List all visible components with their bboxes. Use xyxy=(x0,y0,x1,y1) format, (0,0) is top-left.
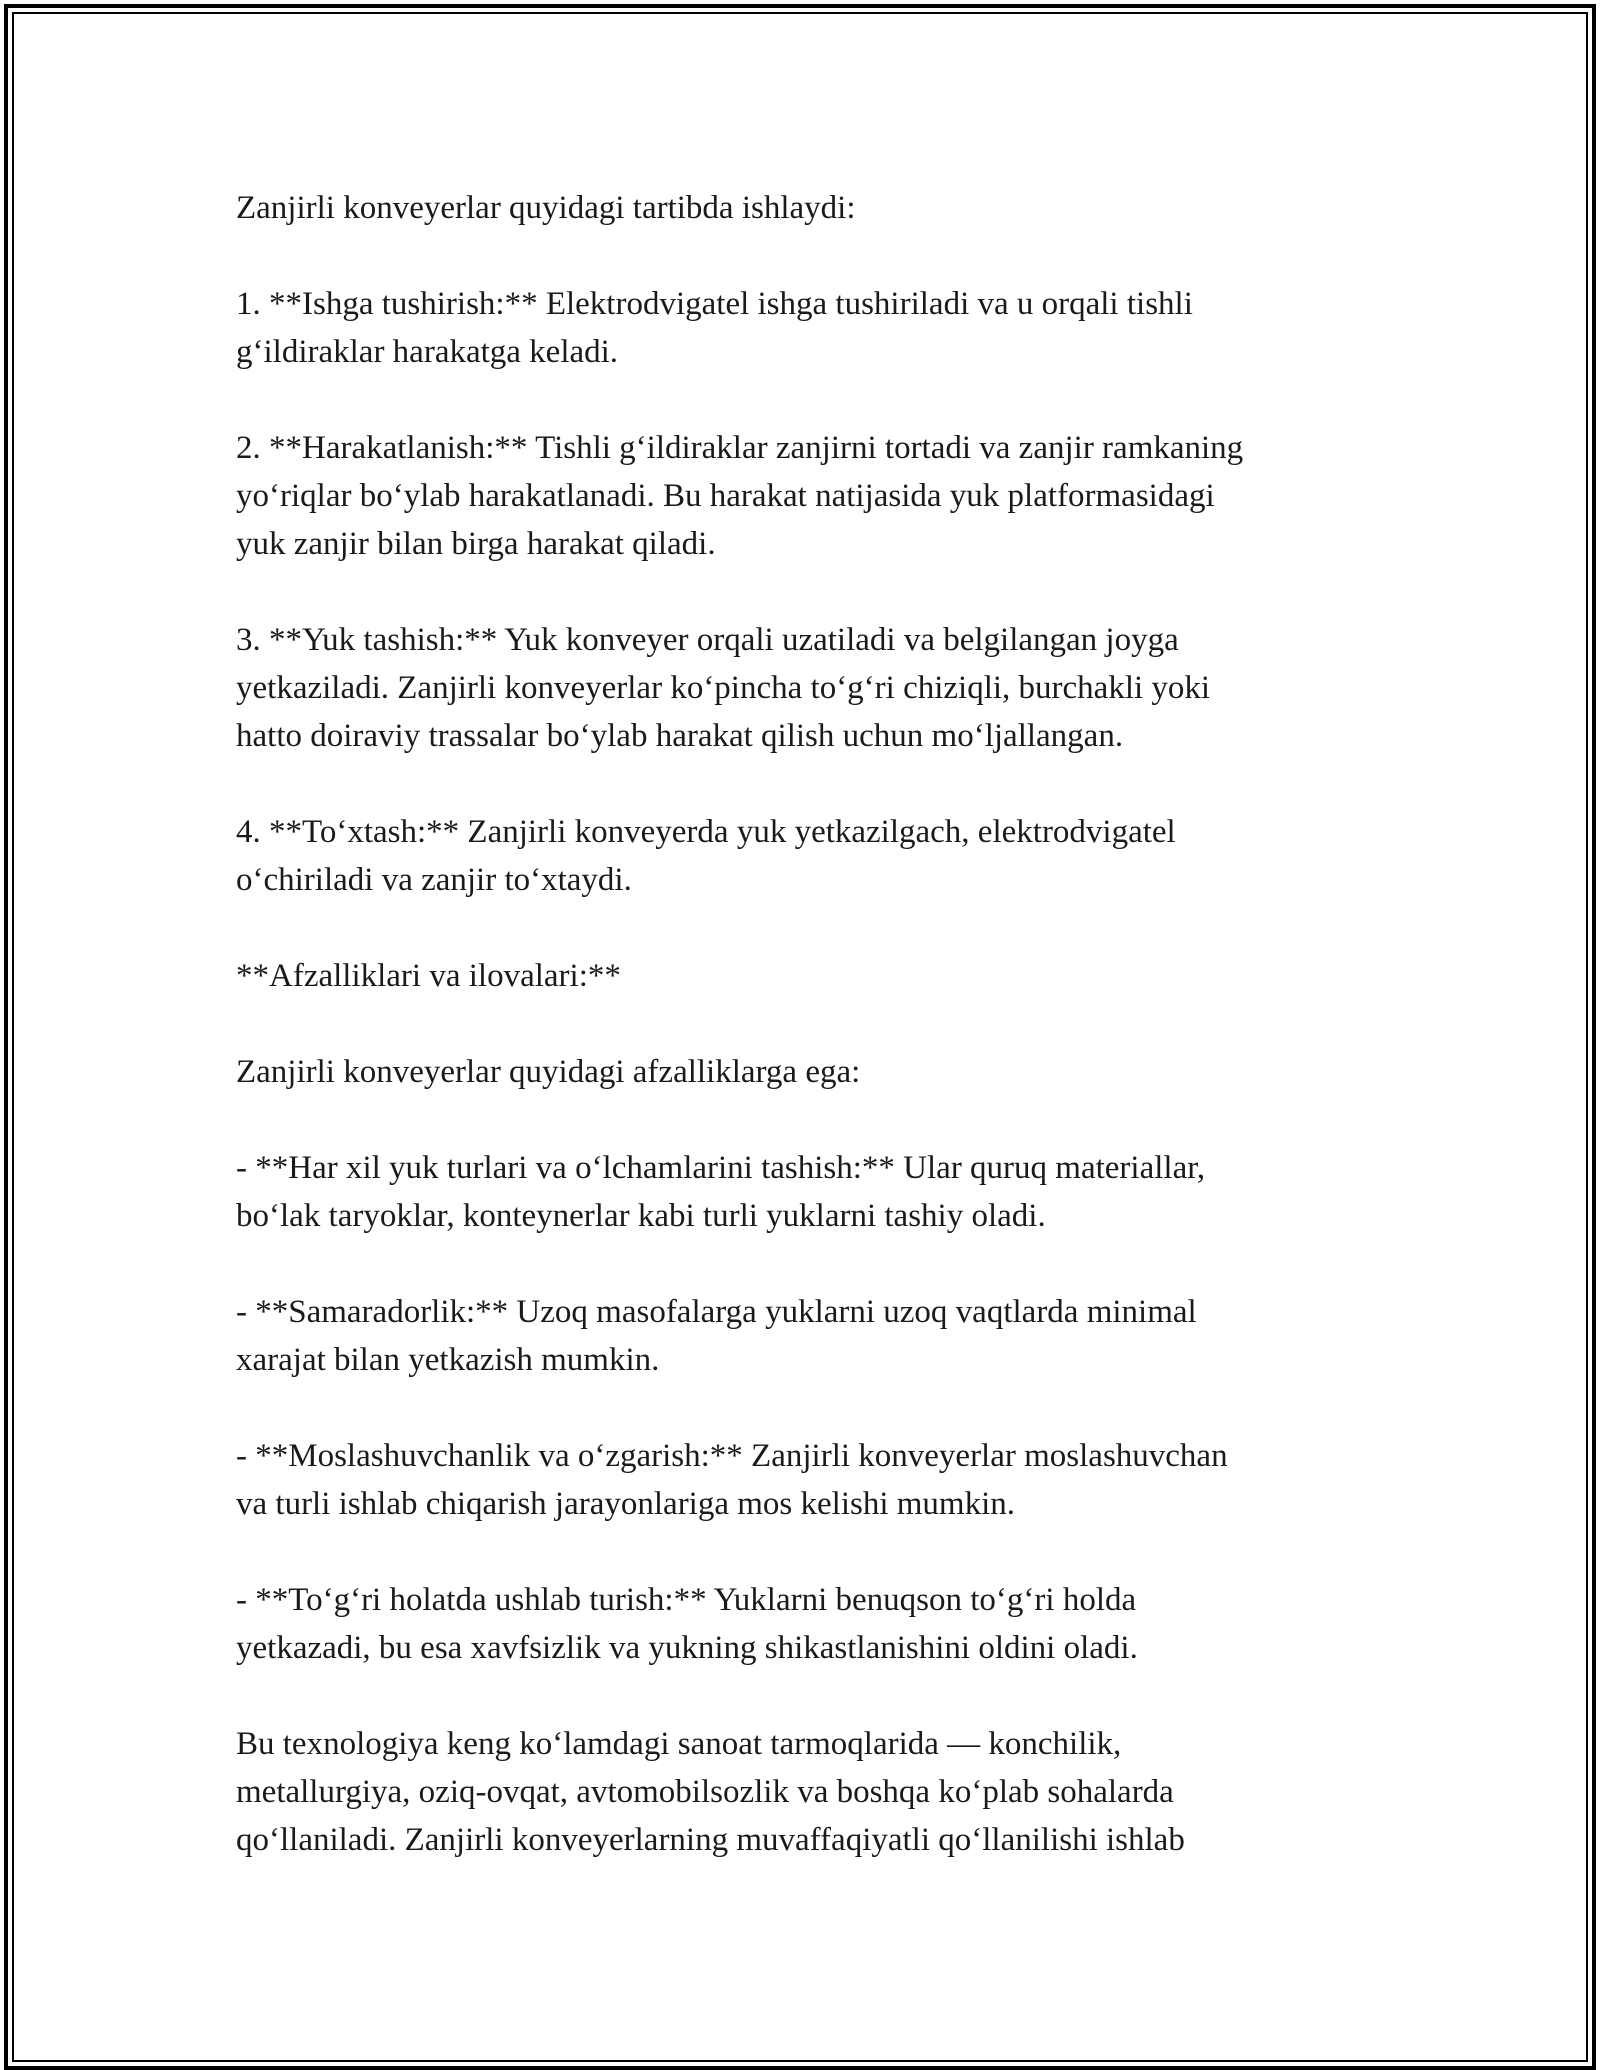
step-1-paragraph: 1. **Ishga tushirish:** Elektrodvigatel ishga tushiriladi va u orqali tishli g‘ildiraklar harakatga keladi. xyxy=(236,286,1193,370)
advantages-intro-paragraph: Zanjirli konveyerlar quyidagi afzalliklarga ega: xyxy=(236,1054,861,1090)
closing-paragraph: Bu texnologiya keng ko‘lamdagi sanoat tarmoqlarida — konchilik, metallurgiya, oziq-ovqat, avtomobilsozlik va boshqa ko‘plab sohalarda qo‘llaniladi. Zanjirli konveyerlarning muvaffaqiyatli qo‘llanilishi ishlab xyxy=(236,1726,1185,1858)
step-2-paragraph: 2. **Harakatlanish:** Tishli g‘ildiraklar zanjirni tortadi va zanjir ramkaning yo‘riqlar bo‘ylab harakatlanadi. Bu harakat natijasida yuk platformasidagi yuk zanjir bilan birga harakat qiladi. xyxy=(236,430,1244,562)
advantage-item-correct-position: - **To‘g‘ri holatda ushlab turish:** Yuklarni benuqson to‘g‘ri holda yetkazadi, bu esa xavfsizlik va yukning shikastlanishini oldini oladi. xyxy=(236,1582,1138,1666)
step-3-paragraph: 3. **Yuk tashish:** Yuk konveyer orqali uzatiladi va belgilangan joyga yetkaziladi. Zanjirli konveyerlar ko‘pincha to‘g‘ri chiziqli, burchakli yoki hatto doiraviy trassalar bo‘ylab harakat qilish uchun mo‘ljallangan. xyxy=(236,622,1211,754)
intro-paragraph: Zanjirli konveyerlar quyidagi tartibda ishlaydi: xyxy=(236,190,856,226)
advantage-item-cargo-types: - **Har xil yuk turlari va o‘lchamlarini tashish:** Ular quruq materiallar, bo‘lak taryoklar, konteynerlar kabi turli yuklarni tashiy oladi. xyxy=(236,1150,1206,1234)
advantage-item-efficiency: - **Samaradorlik:** Uzoq masofalarga yuklarni uzoq vaqtlarda minimal xarajat bilan yetkazish mumkin. xyxy=(236,1294,1197,1378)
document-body xyxy=(236,184,1366,1912)
section-heading: **Afzalliklari va ilovalari:** xyxy=(236,958,621,994)
step-4-paragraph: 4. **To‘xtash:** Zanjirli konveyerda yuk yetkazilgach, elektrodvigatel o‘chiriladi va zanjir to‘xtaydi. xyxy=(236,814,1176,898)
advantage-item-flexibility: - **Moslashuvchanlik va o‘zgarish:** Zanjirli konveyerlar moslashuvchan va turli ishlab chiqarish jarayonlariga mos kelishi mumkin. xyxy=(236,1438,1228,1522)
